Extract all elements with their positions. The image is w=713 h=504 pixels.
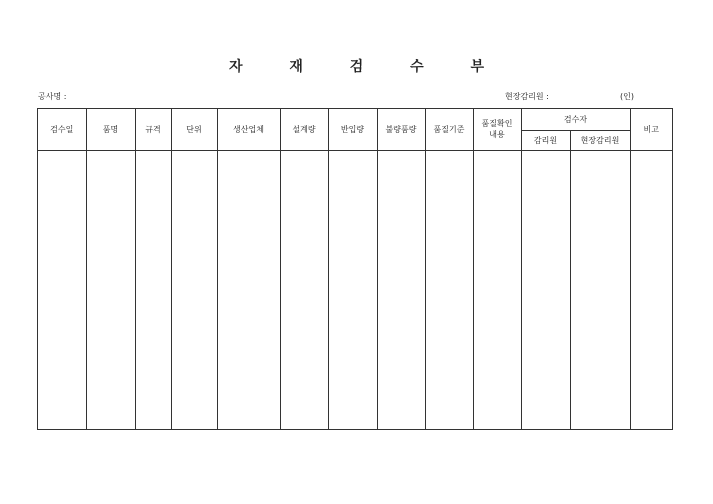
cell-inspector-supervisor[interactable] — [521, 150, 570, 429]
cell-remarks[interactable] — [630, 150, 672, 429]
quality-check-line-2: 내용 — [489, 130, 505, 140]
cell-manufacturer[interactable] — [217, 150, 280, 429]
col-header-quality-standard: 품질기준 — [425, 109, 473, 150]
col-header-design-qty: 설계량 — [280, 109, 328, 150]
col-header-inspector-site-supervisor: 현장감리원 — [570, 130, 630, 150]
ledger-grid — [38, 109, 672, 429]
cell-item-name[interactable] — [86, 150, 135, 429]
cell-quality-standard[interactable] — [425, 150, 473, 429]
col-header-quality-check — [473, 109, 521, 150]
header-row-1 — [38, 109, 672, 130]
document-title: 자 재 검 수 부 — [228, 59, 506, 75]
table-row — [38, 150, 672, 429]
col-header-defective-qty: 불량품량 — [377, 109, 425, 150]
col-header-inspector-supervisor: 감리원 — [521, 130, 570, 150]
col-header-delivered-qty: 반입량 — [328, 109, 377, 150]
cell-delivered-qty[interactable] — [328, 150, 377, 429]
col-header-manufacturer: 생산업체 — [217, 109, 280, 150]
project-name-label: 공사명 : — [38, 92, 67, 101]
cell-spec[interactable] — [135, 150, 171, 429]
col-header-spec: 규격 — [135, 109, 171, 150]
cell-design-qty[interactable] — [280, 150, 328, 429]
cell-defective-qty[interactable] — [377, 150, 425, 429]
inspection-ledger-table — [37, 108, 673, 430]
col-header-remarks: 비고 — [630, 109, 672, 150]
seal-label: (인) — [620, 92, 634, 101]
col-header-inspection-date: 검수일 — [38, 109, 86, 150]
col-header-unit: 단위 — [171, 109, 217, 150]
cell-inspection-date[interactable] — [38, 150, 86, 429]
quality-check-line-1: 품질확인 — [481, 119, 513, 129]
cell-unit[interactable] — [171, 150, 217, 429]
col-header-item-name: 품명 — [86, 109, 135, 150]
col-header-inspector-group: 검수자 — [521, 109, 630, 130]
cell-inspector-site-supervisor[interactable] — [570, 150, 630, 429]
cell-quality-check[interactable] — [473, 150, 521, 429]
site-supervisor-label: 현장감리원 : — [505, 92, 549, 101]
